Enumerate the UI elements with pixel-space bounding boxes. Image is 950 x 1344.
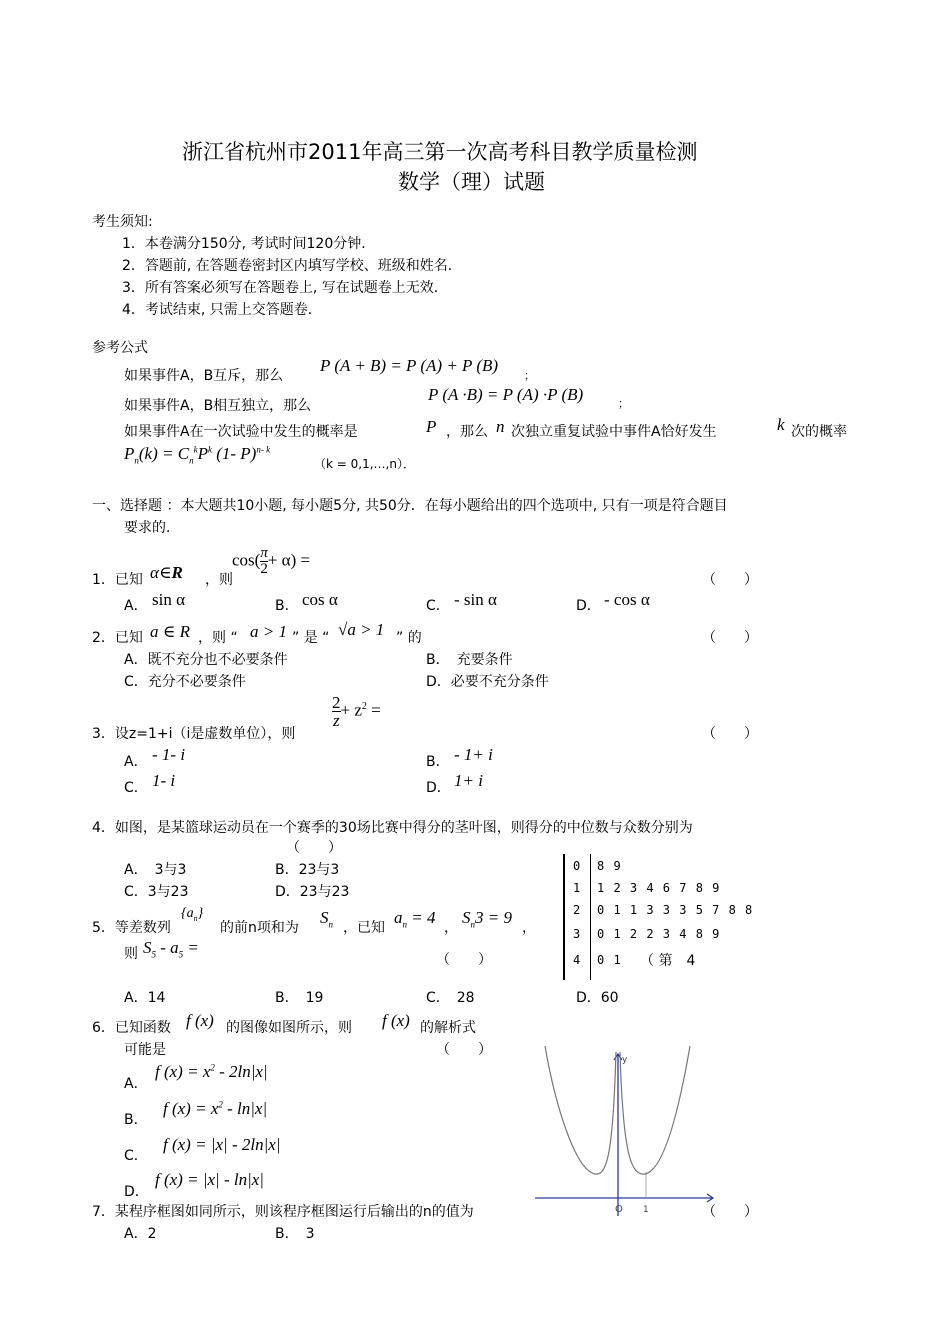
q1-option-b-label: B．	[275, 598, 299, 614]
y-label: y	[622, 1055, 628, 1065]
q5-c2: $S_n3 = 9$	[462, 908, 512, 930]
leaf-row-2: 0 1 1 3 3 3 5 7 8 8	[597, 903, 754, 917]
q3-option-c-label: C．	[124, 780, 148, 796]
formula2-text: 如果事件A，B相互独立，那么	[124, 398, 312, 414]
stem-4: 4	[573, 953, 582, 967]
section1-line1: 一、选择题 ：本大题共10小题, 每小题5分, 共50分．在每小题给出的四个选项中, 只有一项是符合题目	[92, 498, 728, 514]
q5-stem: 5．等差数列	[92, 920, 171, 936]
q7-option-b: B． 3	[275, 1226, 315, 1242]
stem-2: 2	[573, 903, 582, 917]
formula3-text-d: 次的概率	[791, 424, 847, 440]
q4-stem: 4．如图，是某篮球运动员在一个赛季的30场比赛中得分的茎叶图，则得分的中位数与众数分别为	[92, 820, 693, 836]
q5-option-c: C． 28	[426, 990, 475, 1006]
section1-line2: 要求的．	[124, 520, 180, 536]
q5-comma2: ，	[522, 920, 536, 936]
q5-option-d: D．60	[576, 990, 619, 1006]
function-graph	[535, 1044, 720, 1220]
notice-item-1: 1．本卷满分150分, 考试时间120分钟．	[122, 236, 376, 252]
q6-option-c-label: C．	[124, 1148, 148, 1164]
q5-sn: $S_n$	[320, 908, 333, 930]
stem-0: 0	[573, 859, 582, 873]
q1-option-c-label: C．	[426, 598, 450, 614]
q2-option-a: A．既不充分也不必要条件	[124, 652, 288, 668]
formula2-end: ；	[618, 397, 629, 410]
formula2-math: P (A ·B) = P (A) ·P (B)	[428, 385, 584, 404]
notice-heading: 考生须知:	[92, 214, 153, 230]
q5-option-b: B． 19	[275, 990, 324, 1006]
q5-c1: $a_n = 4$	[394, 908, 436, 930]
formula1-end: ；	[524, 369, 535, 382]
q1-expr: cos( $\frac{\pi}{2}$ + α) =	[232, 545, 311, 577]
formula1-text: 如果事件A，B互斥，那么	[124, 368, 284, 384]
stem-leaf-caption: （ 第 4	[640, 953, 696, 969]
q1-option-a: sin α	[152, 590, 185, 609]
formula3-k: k	[777, 415, 785, 434]
q7-stem: 7．某程序框图如同所示，则该程序框图运行后输出的n的值为	[92, 1204, 474, 1220]
q1-option-c: - sin α	[454, 590, 497, 609]
title-line1: 浙江省杭州市2011年高三第一次高考科目教学质量检测	[182, 140, 698, 164]
formulas-heading: 参考公式	[92, 340, 148, 356]
q6-option-c: f (x) = |x| - 2ln|x|	[163, 1135, 281, 1154]
q2-mid3: ” 的	[396, 630, 422, 646]
q6-option-a-label: A．	[124, 1076, 148, 1092]
formula3-text-c: 次独立重复试验中事件A恰好发生	[511, 424, 717, 440]
q5-then: 则	[124, 946, 138, 962]
q3-bracket: （ ）	[702, 726, 758, 742]
stem-3: 3	[573, 927, 582, 941]
q2-bracket: （ ）	[702, 630, 758, 646]
q3-option-b-label: B．	[426, 754, 450, 770]
formula3-text-a: 如果事件A在一次试验中发生的概率是	[124, 424, 358, 440]
q4-option-c: C．3与23	[124, 884, 189, 900]
q5-comma: ，	[444, 920, 458, 936]
q6-end: 的解析式	[420, 1020, 476, 1036]
q1-option-d: - cos α	[604, 590, 650, 609]
q1-bracket: （ ）	[702, 572, 758, 588]
q3-option-a-label: A．	[124, 754, 148, 770]
stem-leaf-divider	[590, 854, 591, 980]
q5-mid1: 的前n项和为	[220, 920, 299, 936]
q1-stem: 1．已知	[92, 572, 143, 588]
q2-cond: a ∈ R	[150, 622, 190, 641]
q2-option-b: B． 充要条件	[426, 652, 513, 668]
title-line2: 数学（理）试题	[398, 170, 545, 194]
q3-option-c: 1- i	[152, 771, 176, 790]
tick-1-label: 1	[643, 1205, 649, 1215]
q2-stem: 2．已知	[92, 630, 143, 646]
q5-option-a: A．14	[124, 990, 166, 1006]
q6-fx: f (x)	[186, 1011, 214, 1030]
q6-option-a: f $(x) = x^2 - 2\ln|x|$	[155, 1062, 268, 1081]
formula1-math: P (A + B) = P (A) + P (B)	[320, 356, 499, 375]
notice-item-2: 2．答题前, 在答题卷密封区内填写学校、班级和姓名．	[122, 258, 462, 274]
stem-1: 1	[573, 881, 582, 895]
q6-option-b: f $(x) = x^2 - \ln|x|$	[163, 1099, 268, 1118]
q3-option-d-label: D．	[426, 780, 451, 796]
formula3-cond: （k = 0,1,…,n）．	[314, 457, 415, 471]
q2-mid2: ” 是 “	[292, 630, 330, 646]
leaf-row-0: 8 9	[597, 859, 622, 873]
q2-option-d: D．必要不充分条件	[426, 674, 549, 690]
q2-option-c: C．充分不必要条件	[124, 674, 246, 690]
leaf-row-4: 0 1	[597, 953, 622, 967]
q7-option-a: A．2	[124, 1226, 157, 1242]
formula3-math: $P_n(k) = C_n^kP^k$ (1- P)$^{n- k}$	[124, 444, 271, 466]
notice-item-3: 3．所有答案必须写在答题卷上, 写在试题卷上无效．	[122, 280, 448, 296]
q6-option-d-label: D．	[124, 1184, 149, 1200]
formula3-text-b: ，那么	[446, 424, 488, 440]
q5-mid2: ，已知	[343, 920, 385, 936]
q2-mid1: ，则 “	[198, 630, 238, 646]
q4-option-d: D．23与23	[275, 884, 350, 900]
curve-left	[545, 1046, 616, 1174]
q5-seq: $\{a_n\}$	[181, 906, 204, 923]
leaf-row-3: 0 1 2 2 3 4 8 9	[597, 927, 721, 941]
q4-bracket: （ ）	[286, 840, 342, 856]
q6-line2: 可能是	[124, 1042, 166, 1058]
q1-then: ，则	[205, 572, 233, 588]
leaf-row-1: 1 2 3 4 6 7 8 9	[597, 881, 721, 895]
q6-mid: 的图像如图所示，则	[226, 1020, 352, 1036]
curve-right	[620, 1046, 690, 1174]
formula3-n: n	[496, 417, 505, 436]
q1-option-b: cos α	[302, 590, 338, 609]
q4-option-b: B．23与3	[275, 862, 340, 878]
q6-stem: 6．已知函数	[92, 1020, 171, 1036]
q3-option-b: - 1+ i	[454, 745, 493, 764]
q5-bracket: （ ）	[436, 952, 492, 968]
q6-fx2: f (x)	[382, 1011, 410, 1030]
q3-option-a: - 1- i	[152, 745, 186, 764]
q3-expr: $\frac{2}{z}$ + $z^2$ =	[332, 693, 381, 730]
q7-bracket: （ ）	[702, 1204, 758, 1220]
q1-option-a-label: A．	[124, 598, 148, 614]
q1-option-d-label: D．	[576, 598, 601, 614]
stem-leaf-left-border	[563, 854, 565, 980]
q6-option-b-label: B．	[124, 1112, 148, 1128]
formula3-p: P	[426, 417, 437, 436]
q6-option-d: f (x) = |x| - ln|x|	[155, 1170, 264, 1189]
notice-item-4: 4．考试结束, 只需上交答题卷．	[122, 302, 322, 318]
origin-label: O	[615, 1204, 623, 1215]
q2-c2: √a > 1	[338, 620, 385, 639]
q4-option-a: A． 3与3	[124, 862, 187, 878]
q3-option-d: 1+ i	[454, 771, 483, 790]
q3-stem: 3．设z=1+i（i是虚数单位），则	[92, 726, 296, 742]
q5-expr: $S_5 - a_5$ =	[143, 938, 199, 960]
q6-bracket: （ ）	[436, 1042, 492, 1058]
q2-c1: a > 1	[250, 622, 287, 641]
q1-cond: α∈R	[150, 563, 183, 582]
